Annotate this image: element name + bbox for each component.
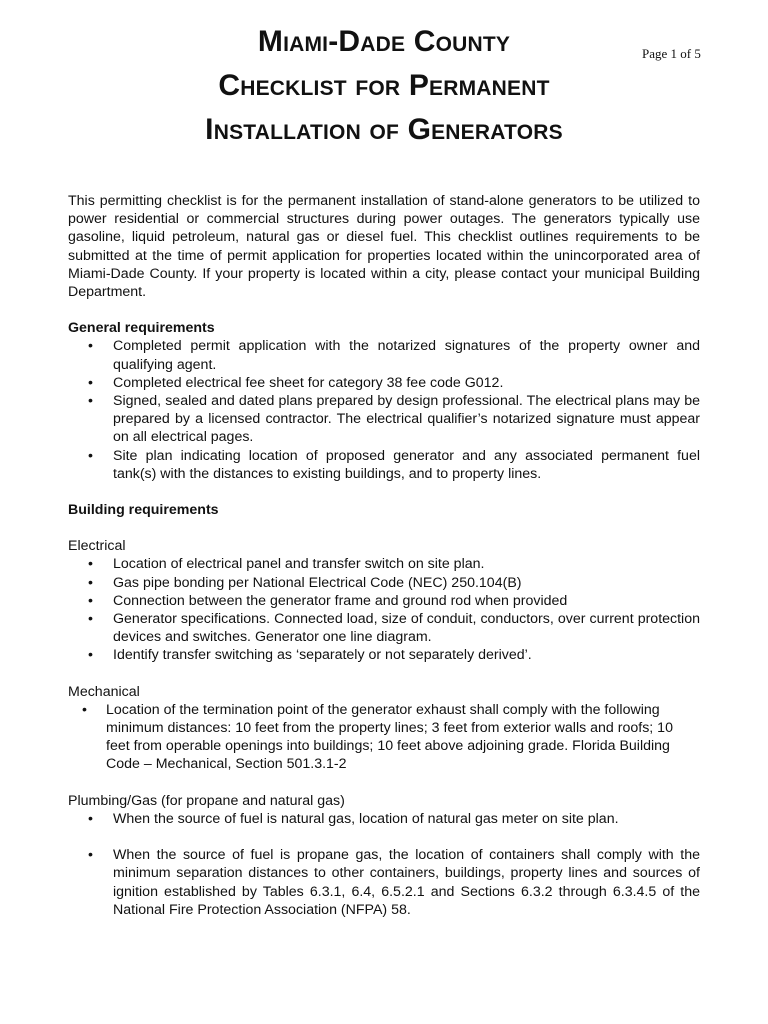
list-item-text: Completed permit application with the notarized signatures of the property owner and qualifying agent. <box>113 338 700 373</box>
bullet-icon: • <box>88 847 93 864</box>
list-item <box>68 701 700 774</box>
list-item <box>68 646 700 664</box>
list-item-text: Location of the termination point of the generator exhaust shall comply with the following minimum distances: 10 feet from the property lines; 3 feet from exterior walls and roofs; 10 feet from operable openings into buildings; 10 feet above adjoining grade. Florida Building Code – Mechanical, Section 501.3.1-2 <box>106 701 673 773</box>
list-item <box>68 846 700 919</box>
list-item-text: Site plan indicating location of proposed generator and any associated permanent fuel tank(s) with the distances to existing buildings, and to property lines. <box>113 447 700 482</box>
bullet-icon: • <box>88 647 93 664</box>
document-body <box>68 192 700 919</box>
building-requirements-heading: Building requirements <box>68 502 219 519</box>
mechanical-heading: Mechanical <box>68 683 140 700</box>
list-item <box>68 610 700 646</box>
bullet-icon: • <box>88 611 93 628</box>
list-item-text: Gas pipe bonding per National Electrical Code (NEC) 250.104(B) <box>113 574 522 591</box>
bullet-icon: • <box>88 447 93 464</box>
general-requirements-list <box>68 337 700 483</box>
title-line: Miami-Dade County <box>257 25 511 58</box>
plumbing-gas-list-continued <box>68 846 700 919</box>
title-line: Checklist for Permanent <box>218 69 550 102</box>
list-item <box>68 574 700 592</box>
list-item-text: Identify transfer switching as ‘separately or not separately derived’. <box>113 647 532 664</box>
list-item-text: When the source of fuel is propane gas, the location of containers shall comply with the minimum separation distances to other containers, buildings, property lines and sources of ignition established by Tables 6.3.1, 6.4, 6.5.2.1 and Sections 6.3.2 through 6.3.4.5 of the National Fire Protection Association (NFPA) 58. <box>113 847 700 918</box>
electrical-list <box>68 555 700 664</box>
list-item-text: Location of electrical panel and transfer switch on site plan. <box>113 556 485 573</box>
bullet-icon: • <box>88 393 93 410</box>
general-requirements-heading: General requirements <box>68 320 215 337</box>
bullet-icon: • <box>82 701 87 718</box>
list-item-text: Connection between the generator frame and ground rod when provided <box>113 592 568 609</box>
plumbing-gas-heading: Plumbing/Gas (for propane and natural gas) <box>68 792 345 809</box>
page-number: Page 1 of 5 <box>642 46 701 61</box>
list-item <box>68 447 700 483</box>
list-item-text: Completed electrical fee sheet for category 38 fee code G012. <box>113 374 504 391</box>
bullet-icon: • <box>88 810 93 827</box>
list-item <box>68 392 700 447</box>
plumbing-gas-list <box>68 810 700 828</box>
list-item <box>68 337 700 373</box>
list-item-text: Signed, sealed and dated plans prepared by design professional. The electrical plans may be prepared by a licensed contractor. The electrical qualifier’s notarized signature must appear on all electrical pages. <box>113 393 700 446</box>
bullet-icon: • <box>88 374 93 391</box>
bullet-icon: • <box>88 338 93 355</box>
list-item-text: When the source of fuel is natural gas, location of natural gas meter on site plan. <box>113 810 619 827</box>
bullet-icon: • <box>88 556 93 573</box>
list-item <box>68 555 700 573</box>
mechanical-list <box>68 701 700 774</box>
list-item <box>68 592 700 610</box>
list-item-text: Generator specifications. Connected load, size of conduit, conductors, over current protection devices and switches. Generator one line diagram. <box>113 611 700 646</box>
bullet-icon: • <box>88 574 93 591</box>
page-title <box>0 20 768 152</box>
list-item <box>68 374 700 392</box>
electrical-heading: Electrical <box>68 538 126 555</box>
list-item <box>68 810 700 828</box>
title-line: Installation of Generators <box>205 113 563 146</box>
intro-paragraph: This permitting checklist is for the permanent installation of stand-alone generators to be utilized to power residential or commercial structures during power outages. The generators typically use gasoline, liquid petroleum, natural gas or diesel fuel. This checklist outlines requirements to be submitted at the time of permit application for properties located within the unincorporated area of Miami-Dade County. If your property is located within a city, please contact your municipal Building Department. <box>68 193 700 301</box>
bullet-icon: • <box>88 592 93 609</box>
